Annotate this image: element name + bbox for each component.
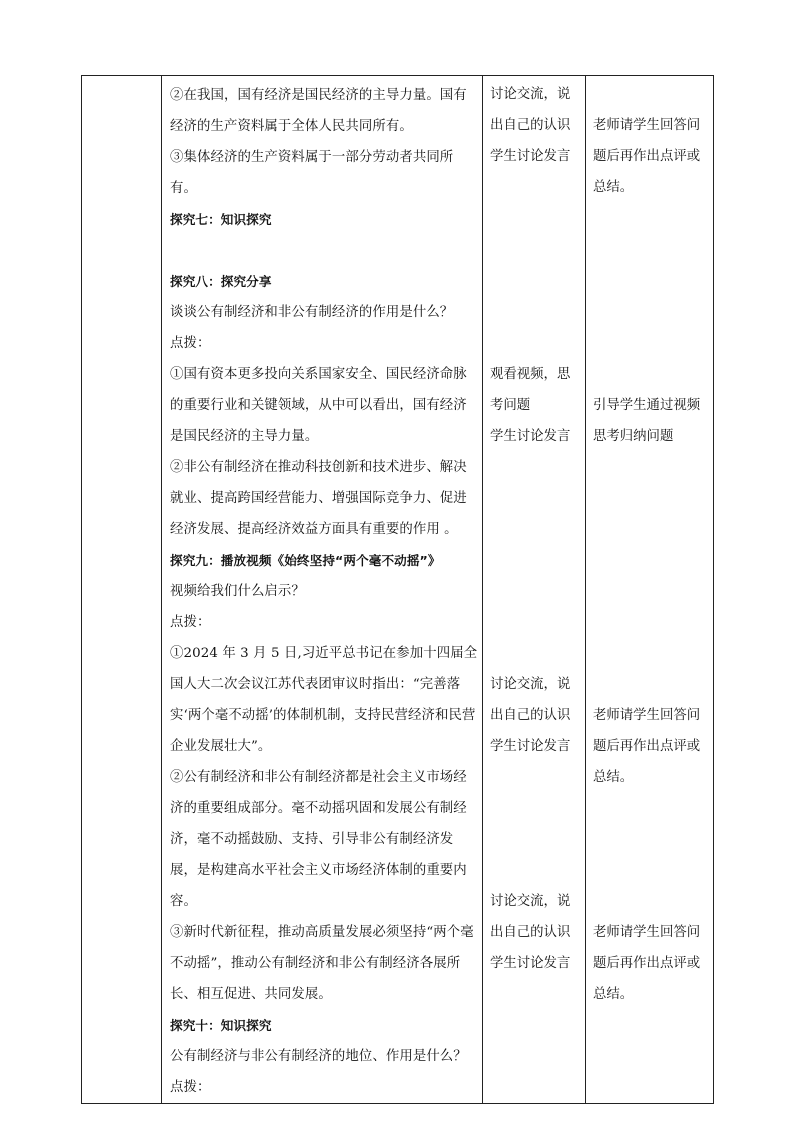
teacher-activity-cell <box>586 76 714 1104</box>
student-block-1 <box>490 79 583 172</box>
tip-label: 点拨： <box>170 1080 211 1095</box>
teacher-block-4 <box>593 917 711 1010</box>
teacher-guide: 引导学生通过视频思考归纳问题 <box>593 398 701 444</box>
heading-inquiry-7: 探究七：知识探究 <box>170 212 272 227</box>
student-speak: 学生讨论发言 <box>490 429 571 444</box>
tip-label: 点拨： <box>170 336 211 351</box>
paragraph-two-unwavering: ②公有制经济和非公有制经济都是社会主义市场经济的重要组成部分。毫不动摇巩固和发展公有制经济，毫不动摇鼓励、支持、引导非公有制经济发展，是构建高水平社会主义市场经济体制的重要内容。 <box>170 770 467 909</box>
student-speak: 学生讨论发言 <box>490 956 571 971</box>
lesson-plan-table <box>81 75 714 1104</box>
tip-label: 点拨： <box>170 615 211 630</box>
student-block-2 <box>490 359 583 452</box>
paragraph-collective-economy: ③集体经济的生产资料属于一部分劳动者共同所有。 <box>170 150 454 196</box>
student-activity-cell <box>483 76 586 1104</box>
question-inquiry-8: 谈谈公有制经济和非公有制经济的作用是什么？ <box>170 305 454 320</box>
heading-inquiry-9: 探究九：播放视频《始终坚持“两个毫不动摇”》 <box>170 553 441 568</box>
student-block-3 <box>490 669 583 762</box>
teacher-block-2 <box>593 390 711 452</box>
teacher-block-1 <box>593 110 711 203</box>
stage-column-cell <box>82 76 162 1104</box>
student-discuss: 讨论交流，说出自己的认识 <box>490 894 571 940</box>
teacher-comment: 老师请学生回答问题后再作出点评或总结。 <box>593 925 701 1002</box>
teacher-comment: 老师请学生回答问题后再作出点评或总结。 <box>593 708 701 785</box>
student-block-4 <box>490 886 583 979</box>
heading-inquiry-8: 探究八：探究分享 <box>170 274 272 289</box>
content-column-cell <box>162 76 483 1104</box>
question-inquiry-10: 公有制经济与非公有制经济的地位、作用是什么？ <box>170 1049 467 1064</box>
student-speak: 学生讨论发言 <box>490 149 571 164</box>
paragraph-new-era: ③新时代新征程，推动高质量发展必须坚持“两个毫不动摇”，推动公有制经济和非公有制经济各展所长、相互促进、共同发展。 <box>170 925 474 1002</box>
student-discuss: 讨论交流，说出自己的认识 <box>490 677 571 723</box>
paragraph-non-public-role: ②非公有制经济在推动科技创新和技术进步、解决就业、提高跨国经营能力、增强国际竞争力、促进经济发展、提高经济效益方面具有重要的作用 。 <box>170 460 467 537</box>
teacher-block-3 <box>593 700 711 793</box>
blank-line <box>170 235 478 266</box>
paragraph-state-economy: ②在我国，国有经济是国民经济的主导力量。国有经济的生产资料属于全体人民共同所有。 <box>170 88 467 134</box>
heading-inquiry-10: 探究十：知识探究 <box>170 1018 272 1033</box>
student-speak: 学生讨论发言 <box>490 739 571 754</box>
paragraph-state-capital: ①国有资本更多投向关系国家安全、国民经济命脉的重要行业和关键领域，从中可以看出，国有经济是国民经济的主导力量。 <box>170 367 467 444</box>
student-discuss: 讨论交流，说出自己的认识 <box>490 87 571 133</box>
teacher-comment: 老师请学生回答问题后再作出点评或总结。 <box>593 118 701 195</box>
question-inquiry-9: 视频给我们什么启示？ <box>170 584 305 599</box>
student-video: 观看视频，思考问题 <box>490 367 571 413</box>
paragraph-xi-remarks: ①2024 年 3 月 5 日,习近平总书记在参加十四届全国人大二次会议江苏代表团审议时指出：“完善落实‘两个毫不动摇’的体制机制，支持民营经济和民营企业发展壮大”。 <box>170 646 478 754</box>
